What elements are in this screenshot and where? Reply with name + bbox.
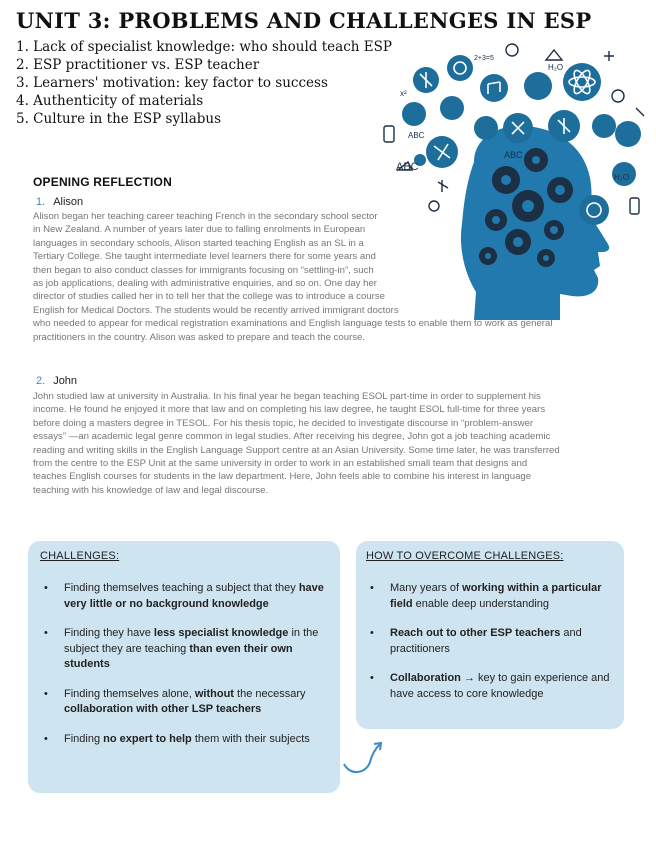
case-name: John	[53, 375, 78, 387]
text-line: languages in secondary schools, Alison started teaching English as an SL in a	[33, 237, 364, 249]
topic-item: 5. Culture in the ESP syllabus	[16, 111, 222, 127]
case-heading	[36, 196, 83, 208]
text-line: as job applications, dealing with administrative enquiries, and so on. One day her	[33, 278, 377, 290]
challenge-item: • Finding themselves alone, without the necessary collaboration with other LSP teachers	[44, 687, 334, 718]
text-line: Tertiary College. She taught intermediate level learners there for some years and	[33, 251, 376, 263]
text-line: director of studies called her in to tell her that the college was to introduce a course	[33, 291, 385, 303]
challenge-item: • Finding themselves teaching a subject that they have very little or no background knowledge	[44, 581, 334, 612]
text-line: then began to also conduct classes for immigrants focusing on “settling-in”, such	[33, 264, 374, 276]
abc-label: ABC	[408, 131, 425, 140]
topic-item: 4. Authenticity of materials	[16, 93, 204, 109]
overcome-box	[356, 541, 624, 729]
formula-label: 2+3=5	[474, 55, 494, 62]
overcome-heading: HOW TO OVERCOME CHALLENGES:	[366, 550, 564, 562]
challenges-box	[28, 541, 340, 793]
opening-reflection-heading: OPENING REFLECTION	[33, 175, 172, 189]
text-line: Alison began her teaching career teaching French in the secondary school sector	[33, 211, 378, 222]
text-line: who needed to appear for medical registration examinations and English language tests to enable them to work as general	[33, 318, 553, 330]
abc-label: ABC	[396, 161, 419, 173]
formula-label: H₂O	[614, 173, 630, 182]
case-heading	[36, 375, 77, 387]
overcome-item: • Collaboration → key to gain experience and have access to core knowledge	[370, 671, 614, 702]
formula-label: H₂O	[548, 63, 564, 72]
text-line: practitioners in the country. Alison was asked to prepare and teach the course.	[33, 331, 366, 343]
text-line: income. He found he enjoyed it more that law and on completing his law degree, he taught ESOL full-time for three years	[33, 404, 546, 416]
text-line: from the centre to the ESP Unit at the same university in order to work in an established small team that designs and	[33, 458, 528, 470]
topic-item: 3. Learners' motivation: key factor to success	[16, 75, 328, 91]
case-name: Alison	[53, 196, 84, 208]
challenge-item: • Finding they have less specialist knowledge in the subject they are teaching than even their own students	[44, 626, 334, 673]
case-paragraph	[33, 390, 560, 497]
text-line: English for Medical Doctors. The students would be recently arrived immigrant doctors	[33, 304, 399, 316]
overcome-item: • Many years of working within a particular field enable deep understanding	[370, 581, 614, 612]
text-line: John studied law at university in Australia. In his final year he began teaching ESOL part-time in order to supplement his	[33, 391, 541, 402]
page-title: UNIT 3: PROBLEMS AND CHALLENGES IN ESP	[16, 8, 592, 33]
text-line: before doing a masters degree in TESOL. For his thesis topic, he decided to investigate discourse in “problem-answer	[33, 417, 534, 429]
challenge-item: • Finding no expert to help them with their subjects	[44, 732, 334, 748]
topic-item: 1. Lack of specialist knowledge: who should teach ESP	[16, 39, 392, 55]
challenges-list	[44, 581, 334, 761]
case-paragraph	[33, 210, 552, 344]
text-line: essays” —an academic legal genre common in legal studies. After receiving his degree, John got a job teaching academic	[33, 431, 551, 443]
text-line: teaching with his knowledge of law and legal discourse.	[33, 484, 269, 496]
case-number: 2.	[36, 375, 46, 387]
text-line: in New Zealand. A number of years later due to falling enrolments in European	[33, 224, 366, 236]
curved-arrow-icon	[336, 738, 386, 778]
topic-list	[16, 38, 392, 128]
challenges-heading: CHALLENGES:	[40, 550, 120, 562]
overcome-list	[370, 581, 614, 716]
overcome-item: • Reach out to other ESP teachers and practitioners	[370, 626, 614, 657]
text-line: teaches English courses for students in the law department. Here, John feels able to combine his interest in language	[33, 471, 532, 483]
formula-label: x²	[400, 89, 407, 98]
text-line: reading and writing skills in the English Language Support centre at an Asian University. Some time later, he was transferred	[33, 444, 560, 456]
topic-item: 2. ESP practitioner vs. ESP teacher	[16, 57, 260, 73]
abc-label: ABC	[504, 150, 523, 160]
case-number: 1.	[36, 196, 46, 208]
